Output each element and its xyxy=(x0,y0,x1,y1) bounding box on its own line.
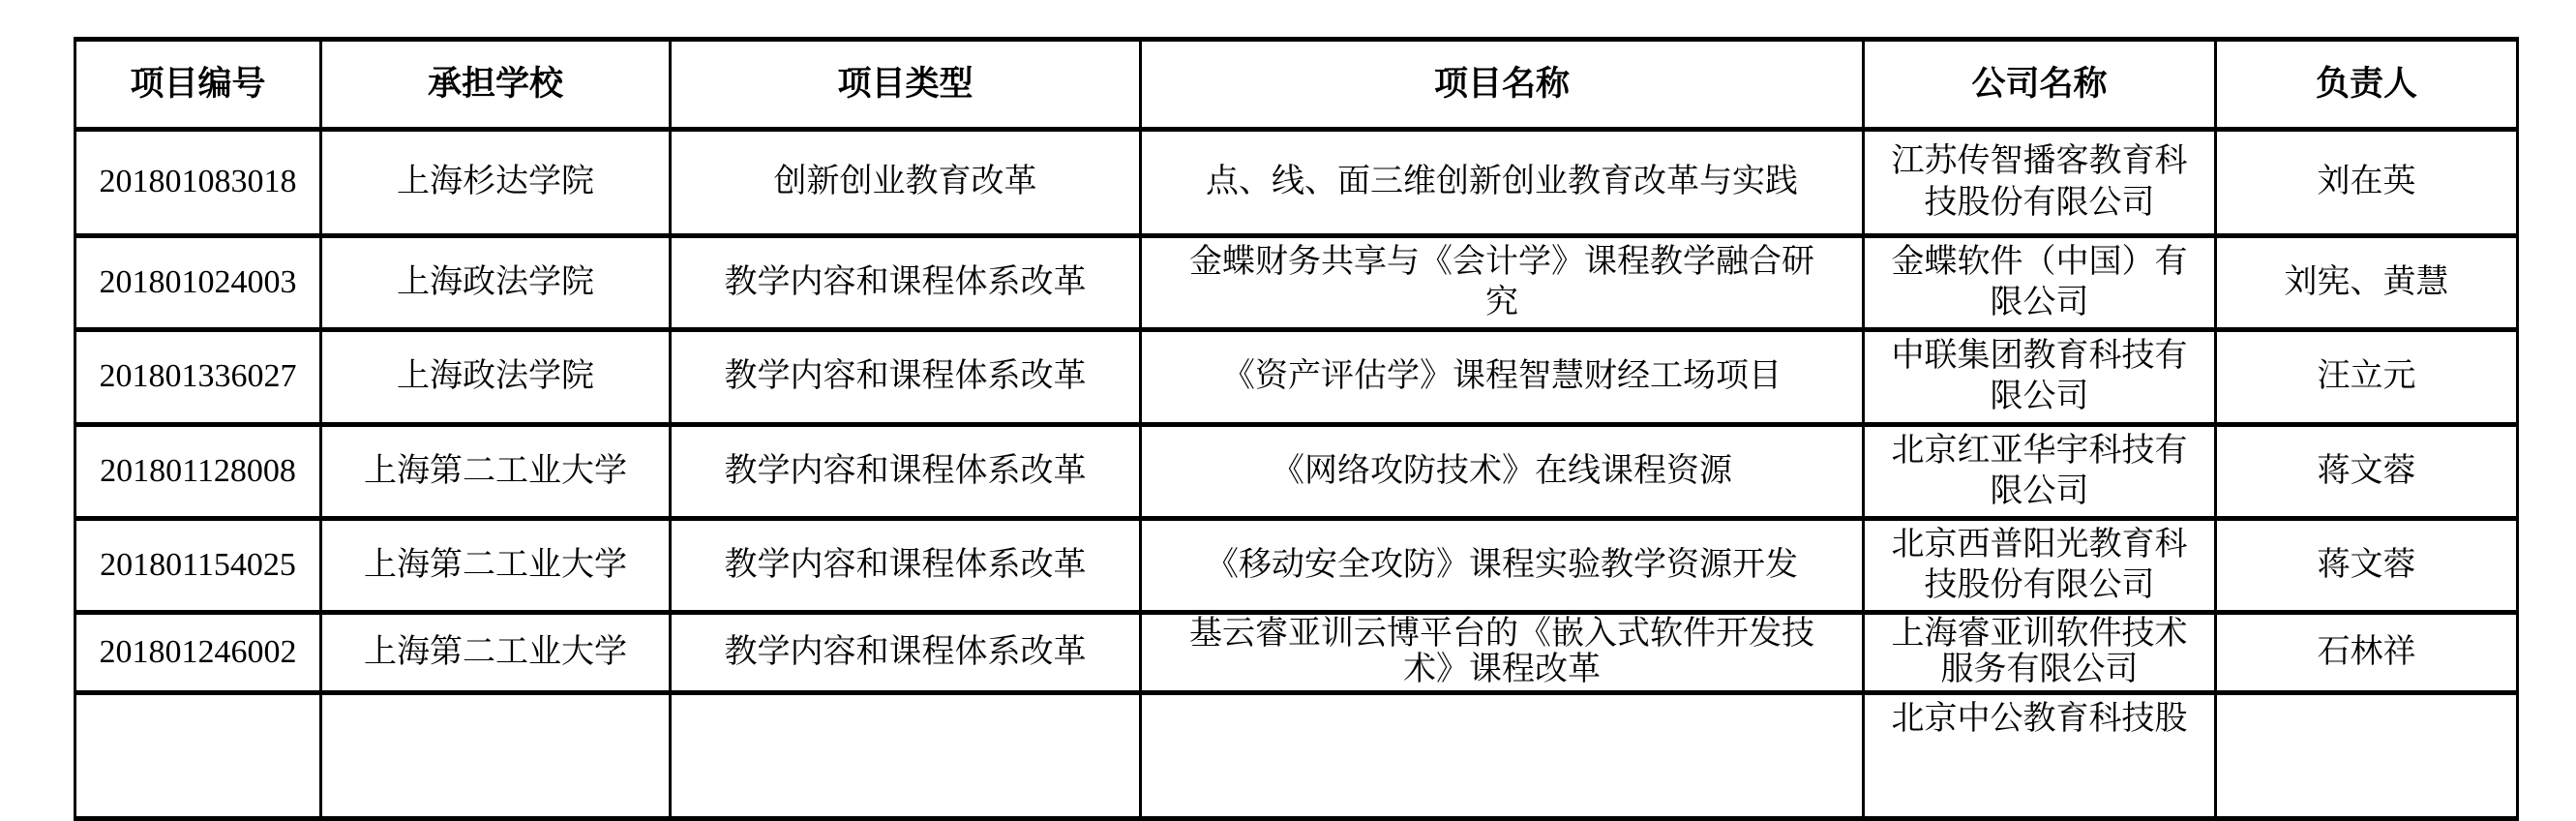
cell-company: 上海睿亚训软件技术服务有限公司 xyxy=(1864,613,2216,692)
cell-project-id: 201801246002 xyxy=(75,613,321,692)
header-cell-school: 承担学校 xyxy=(321,40,671,130)
cell-company: 中联集团教育科技有限公司 xyxy=(1864,330,2216,424)
cell-project-name: 《网络攻防技术》在线课程资源 xyxy=(1141,424,1864,518)
cell-company: 江苏传智播客教育科技股份有限公司 xyxy=(1864,130,2216,236)
table-row-partial xyxy=(75,692,2518,818)
cell-project-name xyxy=(1141,692,1864,818)
cell-leader: 汪立元 xyxy=(2216,330,2518,424)
cell-project-id: 201801024003 xyxy=(75,236,321,330)
header-cell-project-type: 项目类型 xyxy=(671,40,1141,130)
cell-company: 北京西普阳光教育科技股份有限公司 xyxy=(1864,518,2216,612)
cell-company: 北京中公教育科技股 xyxy=(1864,692,2216,818)
header-row xyxy=(75,40,2518,130)
cell-company: 北京红亚华宇科技有限公司 xyxy=(1864,424,2216,518)
cell-project-name: 《移动安全攻防》课程实验教学资源开发 xyxy=(1141,518,1864,612)
cell-project-type: 教学内容和课程体系改革 xyxy=(671,424,1141,518)
header-cell-project-id: 项目编号 xyxy=(75,40,321,130)
cell-project-id: 201801083018 xyxy=(75,130,321,236)
cell-project-type: 教学内容和课程体系改革 xyxy=(671,330,1141,424)
table-row xyxy=(75,236,2518,330)
cell-school: 上海政法学院 xyxy=(321,236,671,330)
cell-project-id: 201801336027 xyxy=(75,330,321,424)
table-row xyxy=(75,330,2518,424)
cell-company: 金蝶软件（中国）有限公司 xyxy=(1864,236,2216,330)
cell-project-type: 教学内容和课程体系改革 xyxy=(671,613,1141,692)
cell-project-id: 201801128008 xyxy=(75,424,321,518)
table-row xyxy=(75,613,2518,692)
cell-project-type xyxy=(671,692,1141,818)
cell-project-name: 《资产评估学》课程智慧财经工场项目 xyxy=(1141,330,1864,424)
cell-school: 上海第二工业大学 xyxy=(321,613,671,692)
table-row xyxy=(75,518,2518,612)
cell-leader: 刘宪、黄慧 xyxy=(2216,236,2518,330)
cell-leader: 石林祥 xyxy=(2216,613,2518,692)
table-row xyxy=(75,424,2518,518)
cell-school: 上海政法学院 xyxy=(321,330,671,424)
cell-leader: 蒋文蓉 xyxy=(2216,518,2518,612)
cell-project-name: 点、线、面三维创新创业教育改革与实践 xyxy=(1141,130,1864,236)
cell-school: 上海第二工业大学 xyxy=(321,424,671,518)
cell-project-name: 金蝶财务共享与《会计学》课程教学融合研究 xyxy=(1141,236,1864,330)
cell-project-type: 教学内容和课程体系改革 xyxy=(671,518,1141,612)
cell-school: 上海杉达学院 xyxy=(321,130,671,236)
cell-leader: 刘在英 xyxy=(2216,130,2518,236)
cell-project-id: 201801154025 xyxy=(75,518,321,612)
table-row xyxy=(75,130,2518,236)
header-cell-leader: 负责人 xyxy=(2216,40,2518,130)
cell-project-type: 教学内容和课程体系改革 xyxy=(671,236,1141,330)
cell-project-id xyxy=(75,692,321,818)
cell-school: 上海第二工业大学 xyxy=(321,518,671,612)
header-cell-project-name: 项目名称 xyxy=(1141,40,1864,130)
cell-school xyxy=(321,692,671,818)
cell-leader xyxy=(2216,692,2518,818)
projects-table xyxy=(74,37,2519,821)
header-cell-company: 公司名称 xyxy=(1864,40,2216,130)
cell-project-name: 基云睿亚训云博平台的《嵌入式软件开发技术》课程改革 xyxy=(1141,613,1864,692)
cell-leader: 蒋文蓉 xyxy=(2216,424,2518,518)
cell-project-type: 创新创业教育改革 xyxy=(671,130,1141,236)
